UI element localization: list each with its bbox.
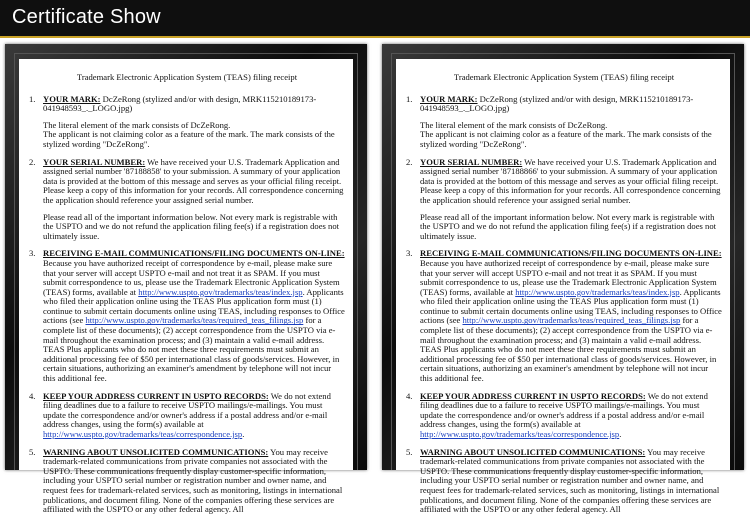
section-your-mark — [406, 95, 722, 114]
section-text: DcZeRong (stylized and/or with design, MRK115210189173-041948593_._LOGO.jpg) — [43, 93, 317, 114]
section-text: We have received your U.S. Trademark Application and assigned serial number '87188866' to your submission. A summary of your application data is provided at the bottom of this message and serves as your official filing receipt. Please keep a copy of this information for your records. All correspondence concerning the application should reference your assigned serial number. — [420, 156, 721, 205]
section-heading: RECEIVING E-MAIL COMMUNICATIONS/FILING DOCUMENTS ON-LINE: — [43, 248, 345, 259]
section-number: 1. — [29, 93, 36, 104]
section-text: You may receive trademark-related communications from private companies not associated with the USPTO. These communications frequently display customer-specific information, including your USPTO serial number or registration number and owner name, and request fees for trademark-related services, such as monitoring, listings in international publications, and document filing. None of the companies offering these services are affiliated with the USPTO or any other federal agency. All — [420, 446, 720, 515]
section-heading: WARNING ABOUT UNSOLICITED COMMUNICATIONS: — [420, 446, 646, 457]
color-claim-line: The applicant is not claiming color as a feature of the mark. The mark consists of the stylized wording "DcZeRong". — [43, 129, 335, 149]
section-warning — [406, 448, 722, 515]
literal-element-text — [29, 121, 345, 150]
section-warning — [29, 448, 345, 515]
banner — [0, 0, 750, 38]
section-text: . Applicants who filed their application online using the TEAS Plus application form must (1) continue to submit certain documents online using TEAS, including responses to Office actions (see — [43, 286, 345, 326]
color-claim-line: The applicant is not claiming color as a feature of the mark. The mark consists of the stylized wording "DcZeRong". — [420, 129, 712, 149]
section-text: You may receive trademark-related communications from private companies not associated with the USPTO. These communications frequently display customer-specific information, including your USPTO serial number or registration number and owner name, and request fees for trademark-related services, such as monitoring, listings in international publications, and document filing. None of the companies offering these services are affiliated with the USPTO or any other federal agency. All — [43, 446, 343, 515]
certificate-frame-left — [5, 44, 367, 515]
section-number: 4. — [406, 390, 413, 401]
section-text: Because you have authorized receipt of correspondence by e-mail, please make sure that your server will accept USPTO e-mail and not treat it as SPAM. If you must submit correspondence to us, please use the Trademark Electronic Application System (TEAS) forms, available at — [43, 257, 340, 297]
section-text: We have received your U.S. Trademark Application and assigned serial number '87188858' to your submission. A summary of your application data is provided at the bottom of this message and serves as your official filing receipt. Please keep a copy of this information for your records. All correspondence concerning the application should reference your assigned serial number. — [43, 156, 344, 205]
section-number: 1. — [406, 93, 413, 104]
section-number: 2. — [29, 156, 36, 167]
teas-required-filings-link[interactable]: http://www.uspto.gov/trademarks/teas/required_teas_filings.jsp — [85, 315, 304, 326]
banner-title: Certificate Show — [12, 6, 161, 28]
section-heading: KEEP YOUR ADDRESS CURRENT IN USPTO RECORDS: — [420, 390, 646, 401]
document-header: Trademark Electronic Application System (TEAS) filing receipt — [76, 72, 298, 82]
section-text: for a complete list of these documents); (2) accept correspondence from the USPTO via e-mail throughout the examination process; and (3) maintain a valid e-mail address. TEAS Plus applicants who do not meet these three requirements must submit an additional processing fee of $50 per international class of goods/services. However, in certain situations, authorizing an examiner's amendment by telephone will not incur this additional fee. — [43, 315, 340, 384]
document-header: Trademark Electronic Application System (TEAS) filing receipt — [453, 72, 675, 82]
section-text: We do not extend filing deadlines due to a failure to receive USPTO mailings/e-mailings. You must update the correspondence and/or owner's address if a postal address and/or e-mail address changes, using the form(s) available at — [420, 390, 708, 430]
section-text: for a complete list of these documents); (2) accept correspondence from the USPTO via e-mail throughout the examination process; and (3) maintain a valid e-mail address. TEAS Plus applicants who do not meet these three requirements must submit an additional processing fee of $50 per international class of goods/services. However, in certain situations, authorizing an examiner's amendment by telephone will not incur this additional fee. — [420, 315, 717, 384]
section-text: We do not extend filing deadlines due to a failure to receive USPTO mailings/e-mailings. You must update the correspondence and/or owner's address if a postal address and/or e-mail address changes, using the form(s) available at — [43, 390, 331, 430]
section-number: 3. — [406, 248, 413, 259]
section-heading: RECEIVING E-MAIL COMMUNICATIONS/FILING DOCUMENTS ON-LINE: — [420, 248, 722, 259]
section-serial-number — [406, 158, 722, 206]
section-address — [29, 392, 345, 440]
section-text: . Applicants who filed their application online using the TEAS Plus application form must (1) continue to submit certain documents online using TEAS, including responses to Office actions (see — [420, 286, 722, 326]
teas-index-link[interactable]: http://www.uspto.gov/trademarks/teas/index.jsp — [138, 286, 303, 297]
section-heading: YOUR MARK: — [420, 93, 478, 104]
section-number: 2. — [406, 156, 413, 167]
teas-index-link[interactable]: http://www.uspto.gov/trademarks/teas/index.jsp — [515, 286, 680, 297]
read-all-text: Please read all of the important information below. Not every mark is registrable with the USPTO and we do not refund the application filing fee(s) if a registration does not ultimately issue. — [43, 211, 340, 241]
read-all-text: Please read all of the important information below. Not every mark is registrable with the USPTO and we do not refund the application filing fee(s) if a registration does not ultimately issue. — [420, 211, 717, 241]
section-number: 5. — [29, 446, 36, 457]
section-heading: YOUR SERIAL NUMBER: — [43, 156, 146, 167]
literal-line: The literal element of the mark consists of DcZeRong. — [420, 119, 608, 130]
certificate-document-left — [19, 59, 353, 515]
section-heading: YOUR SERIAL NUMBER: — [420, 156, 523, 167]
section-text: . — [619, 429, 622, 439]
teas-correspondence-link[interactable]: http://www.uspto.gov/trademarks/teas/correspondence.jsp — [43, 429, 243, 439]
section-text: DcZeRong (stylized and/or with design, MRK115210189173-041948593_._LOGO.jpg) — [420, 93, 694, 114]
literal-line: The literal element of the mark consists of DcZeRong. — [43, 119, 231, 130]
section-serial-number — [29, 158, 345, 206]
section-text: . — [242, 429, 245, 439]
section-heading: WARNING ABOUT UNSOLICITED COMMUNICATIONS: — [43, 446, 269, 457]
certificate-document-right — [396, 59, 730, 515]
section-text: Because you have authorized receipt of correspondence by e-mail, please make sure that your server will accept USPTO e-mail and not treat it as SPAM. If you must submit correspondence to us, please use the Trademark Electronic Application System (TEAS) forms, available at — [420, 257, 717, 297]
teas-correspondence-link[interactable]: http://www.uspto.gov/trademarks/teas/correspondence.jsp — [420, 429, 620, 439]
section-address — [406, 392, 722, 440]
teas-required-filings-link[interactable]: http://www.uspto.gov/trademarks/teas/required_teas_filings.jsp — [462, 315, 681, 326]
certificate-frame-right — [382, 44, 744, 515]
section-heading: YOUR MARK: — [43, 93, 101, 104]
section-email — [406, 249, 722, 383]
section-number: 5. — [406, 446, 413, 457]
section-number: 4. — [29, 390, 36, 401]
section-number: 3. — [29, 248, 36, 259]
section-heading: KEEP YOUR ADDRESS CURRENT IN USPTO RECORDS: — [43, 390, 269, 401]
section-email — [29, 249, 345, 383]
section-your-mark — [29, 95, 345, 114]
literal-element-text — [406, 121, 722, 150]
